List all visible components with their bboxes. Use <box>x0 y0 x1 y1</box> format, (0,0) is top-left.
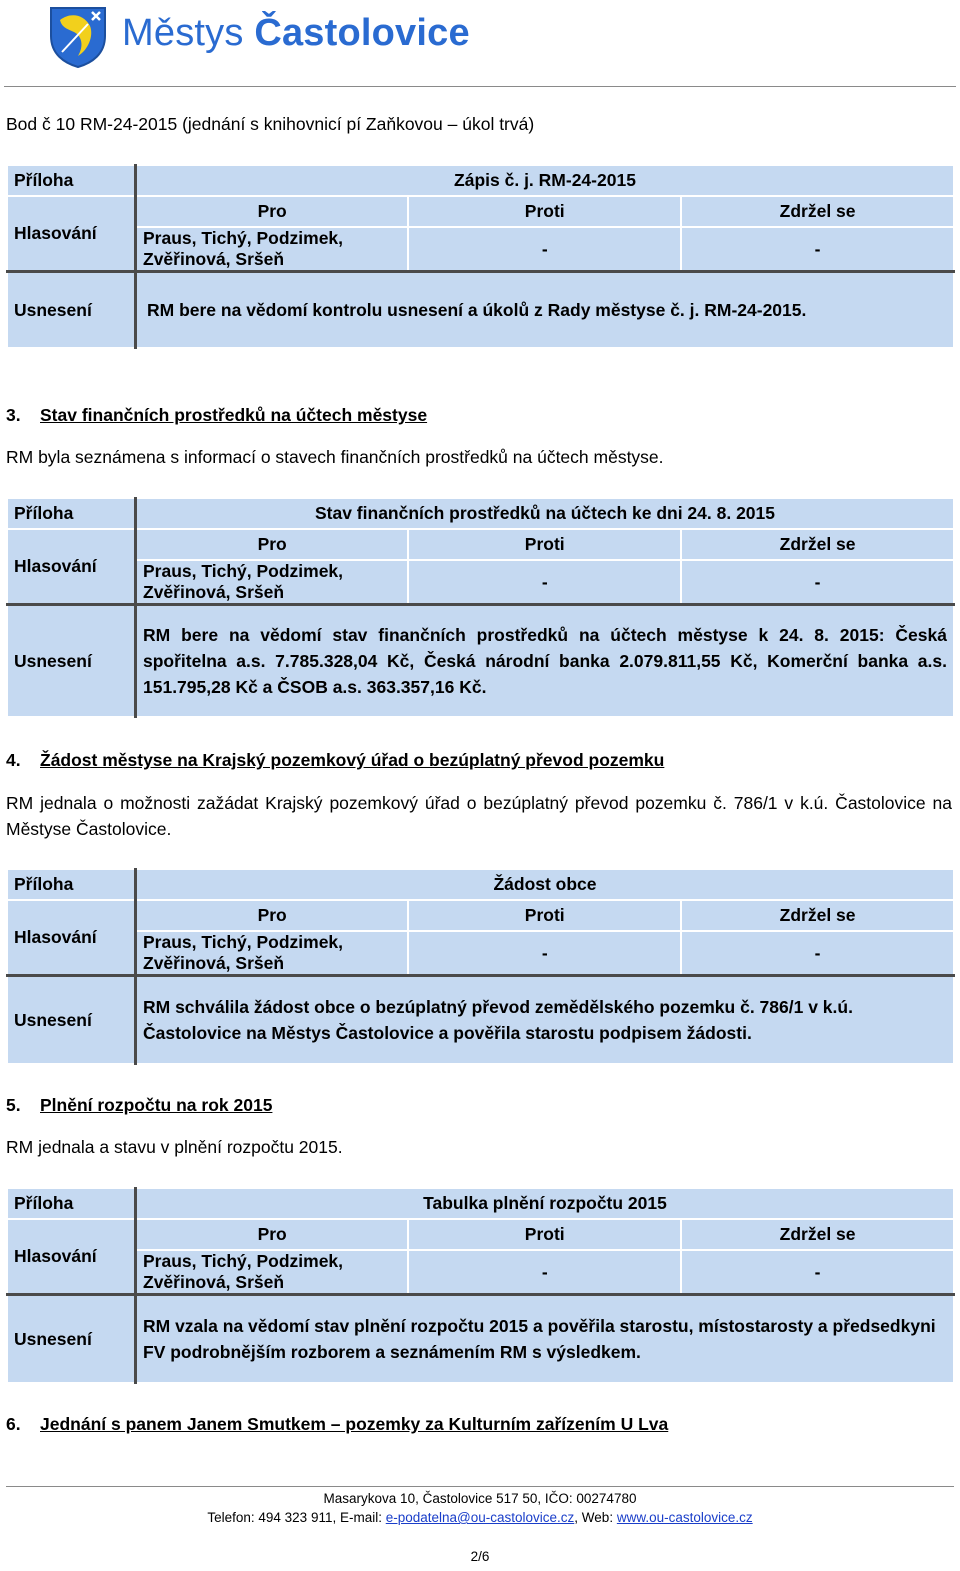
web-link[interactable]: www.ou-castolovice.cz <box>616 1510 753 1525</box>
voting-label: Hlasování <box>7 529 136 605</box>
voting-table-1 <box>6 164 955 349</box>
abstain-votes: - <box>681 1250 954 1295</box>
email-link[interactable]: e-podatelna@ou-castolovice.cz <box>385 1510 575 1525</box>
attachment-label: Příloha <box>7 869 136 900</box>
abstain-votes: - <box>681 560 954 605</box>
pro-votes: Praus, Tichý, Podzimek, Zvěřinová, Sršeň <box>136 227 409 272</box>
voting-table-4 <box>6 1187 955 1384</box>
section-4-heading <box>6 750 664 771</box>
voting-label: Hlasování <box>7 900 136 976</box>
footer-contacts <box>0 1508 960 1527</box>
resolution-text: RM bere na vědomí kontrolu usnesení a úkolů z Rady městyse č. j. RM-24-2015. <box>136 272 955 349</box>
footer-divider <box>6 1486 954 1487</box>
abstain-header: Zdržel se <box>681 196 954 227</box>
resolution-text: RM bere na vědomí stav finančních prostředků na účtech městyse k 24. 8. 2015: Česká spořitelna a.s. 7.785.328,04 Kč, Česká národní banka 2.079.811,55 Kč, Komerční banka a.s. 151.795,28 Kč a ČSOB a.s. 363.357,16 Kč. <box>136 605 955 718</box>
attachment-value: Tabulka plnění rozpočtu 2015 <box>136 1188 955 1219</box>
contra-votes: - <box>408 1250 681 1295</box>
section-3-heading <box>6 405 427 426</box>
contra-header: Proti <box>408 1219 681 1250</box>
contra-header: Proti <box>408 196 681 227</box>
section-number: 5. <box>6 1095 21 1115</box>
resolution-label: Usnesení <box>7 605 136 718</box>
voting-label: Hlasování <box>7 196 136 272</box>
resolution-text: RM vzala na vědomí stav plnění rozpočtu 2015 a pověřila starostu, místostarosty a předsedkyni FV podrobnějším rozborem a seznámením RM s výsledkem. <box>136 1295 955 1384</box>
pro-votes: Praus, Tichý, Podzimek, Zvěřinová, Sršeň <box>136 1250 409 1295</box>
contra-votes: - <box>408 227 681 272</box>
pro-votes: Praus, Tichý, Podzimek, Zvěřinová, Sršeň <box>136 931 409 976</box>
section-5-heading <box>6 1095 272 1116</box>
abstain-header: Zdržel se <box>681 1219 954 1250</box>
page-header <box>0 0 960 88</box>
pro-votes: Praus, Tichý, Podzimek, Zvěřinová, Sršeň <box>136 560 409 605</box>
pro-header: Pro <box>136 529 409 560</box>
section-5-text: RM jednala a stavu v plnění rozpočtu 2015. <box>6 1137 343 1157</box>
pro-header: Pro <box>136 1219 409 1250</box>
voting-label: Hlasování <box>7 1219 136 1295</box>
pro-header: Pro <box>136 900 409 931</box>
section-3-text: RM byla seznámena s informací o stavech finančních prostředků na účtech městyse. <box>6 447 664 467</box>
intro-text: Bod č 10 RM-24-2015 (jednání s knihovnicí pí Zaňkovou – úkol trvá) <box>6 114 535 134</box>
logo-word: Městys <box>122 12 244 54</box>
attachment-label: Příloha <box>7 1188 136 1219</box>
section-title: Plnění rozpočtu na rok 2015 <box>40 1095 273 1115</box>
footer-address: Masarykova 10, Častolovice 517 50, IČO: 00274780 <box>323 1491 637 1506</box>
footer-web-prefix: , Web: <box>574 1510 617 1525</box>
section-title: Jednání s panem Janem Smutkem – pozemky za Kulturním zařízením U Lva <box>40 1414 669 1434</box>
abstain-header: Zdržel se <box>681 529 954 560</box>
contra-header: Proti <box>408 529 681 560</box>
section-title: Stav finančních prostředků na účtech městyse <box>40 405 428 425</box>
resolution-label: Usnesení <box>7 1295 136 1384</box>
contra-header: Proti <box>408 900 681 931</box>
page-number: 2/6 <box>470 1549 490 1564</box>
voting-table-3 <box>6 868 955 1065</box>
resolution-label: Usnesení <box>7 272 136 349</box>
coat-of-arms-icon <box>48 6 108 68</box>
attachment-value: Žádost obce <box>136 869 955 900</box>
contra-votes: - <box>408 931 681 976</box>
logo-name: Častolovice <box>254 12 470 54</box>
section-number: 3. <box>6 405 21 425</box>
section-title: Žádost městyse na Krajský pozemkový úřad o bezúplatný převod pozemku <box>40 750 665 770</box>
attachment-label: Příloha <box>7 165 136 196</box>
header-divider <box>4 86 956 87</box>
abstain-votes: - <box>681 931 954 976</box>
voting-table-2 <box>6 497 955 718</box>
section-number: 4. <box>6 750 21 770</box>
section-number: 6. <box>6 1414 21 1434</box>
pro-header: Pro <box>136 196 409 227</box>
attachment-label: Příloha <box>7 498 136 529</box>
section-4-text: RM jednala o možnosti zažádat Krajský pozemkový úřad o bezúplatný převod pozemku č. 786/1 v k.ú. Častolovice na Městyse Častolovice. <box>6 793 952 839</box>
contra-votes: - <box>408 560 681 605</box>
logo-wordmark <box>122 12 470 55</box>
resolution-label: Usnesení <box>7 976 136 1065</box>
resolution-text: RM schválila žádost obce o bezúplatný převod zemědělského pozemku č. 786/1 v k.ú. Častolovice na Městys Častolovice a pověřila starostu podpisem žádosti. <box>136 976 955 1065</box>
attachment-value: Zápis č. j. RM-24-2015 <box>136 165 955 196</box>
attachment-value: Stav finančních prostředků na účtech ke dni 24. 8. 2015 <box>136 498 955 529</box>
abstain-header: Zdržel se <box>681 900 954 931</box>
section-6-heading <box>6 1414 668 1435</box>
abstain-votes: - <box>681 227 954 272</box>
footer-phone: Telefon: 494 323 911, E-mail: <box>207 1510 386 1525</box>
